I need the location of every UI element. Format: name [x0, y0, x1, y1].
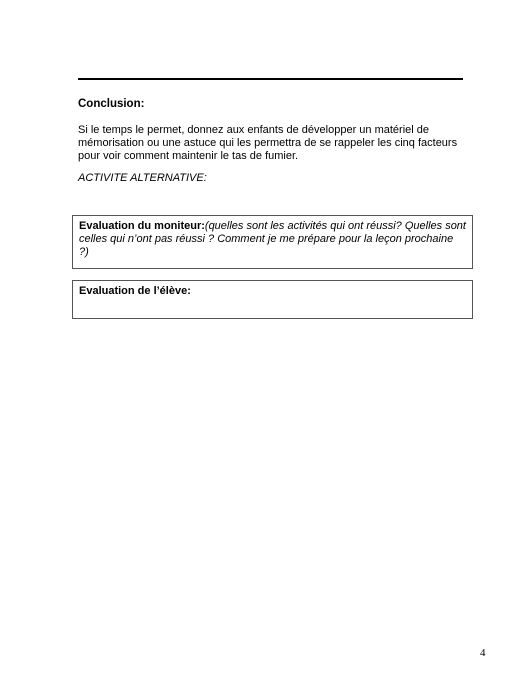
page-number: 4 [480, 647, 486, 659]
student-evaluation-box [72, 280, 473, 319]
conclusion-paragraph: Si le temps le permet, donnez aux enfants de développer un matériel de mémorisation ou une astuce qui les permettra de se rappeler les cinq facteurs pour voir comment maintenir le tas de fumier. [78, 124, 458, 162]
conclusion-heading: Conclusion: [78, 98, 145, 110]
monitor-evaluation-label: Evaluation du moniteur: [79, 220, 205, 232]
horizontal-rule [78, 78, 463, 80]
monitor-evaluation-question: (quelles sont les activités qui ont réussi? Quelles sont celles qui n’ont pas réussi ? Comment je me prépare pour la leçon prochaine ?) [79, 220, 466, 258]
monitor-evaluation-box [72, 215, 473, 269]
alternative-activity-label: ACTIVITE ALTERNATIVE: [78, 172, 207, 184]
student-evaluation-label: Evaluation de l’élève: [79, 285, 191, 297]
